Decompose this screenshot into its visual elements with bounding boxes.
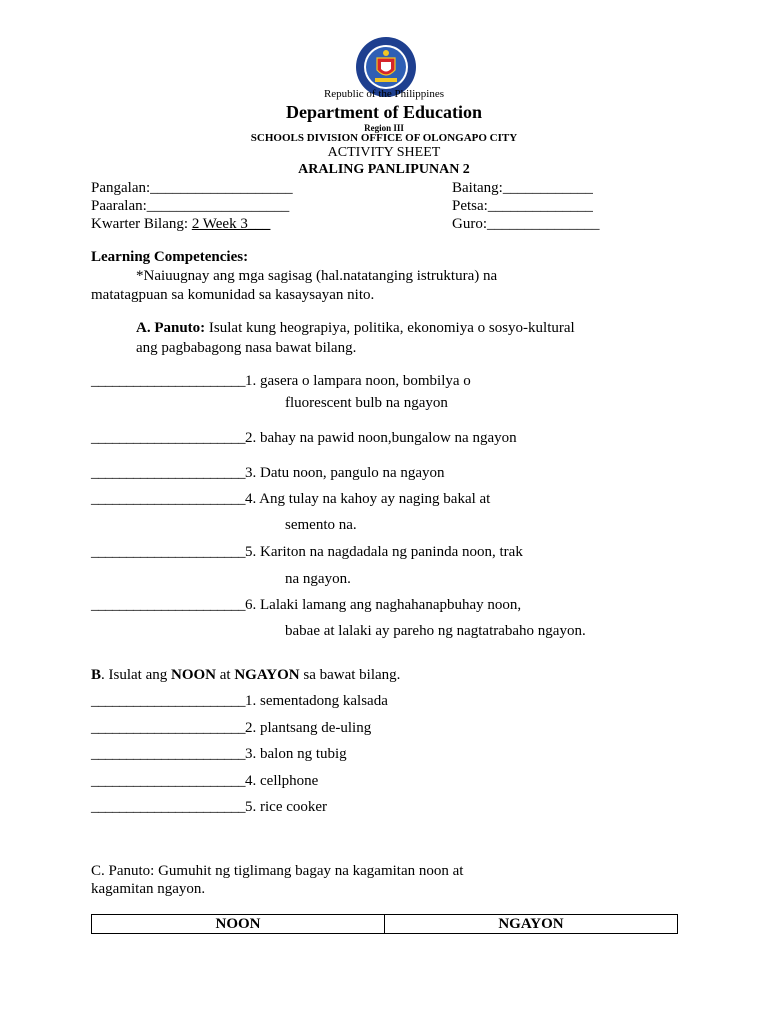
answer-blank[interactable]: ______________________ (91, 693, 245, 709)
section-a-instruction-text: Isulat kung heograpiya, politika, ekonomiya o sosyo-kultural (205, 320, 575, 336)
kwarter-label: Kwarter Bilang: (91, 216, 192, 232)
baitang-field[interactable]: Baitang:____________ (452, 180, 593, 196)
section-a-label: A. Panuto: (136, 320, 206, 336)
region-line: Region III (364, 123, 404, 133)
section-b-text: . Isulat ang (101, 667, 171, 683)
answer-blank[interactable]: ______________________ (91, 491, 245, 507)
answer-blank[interactable]: ______________________ (91, 773, 245, 789)
section-c-instruction: C. Panuto: Gumuhit ng tiglimang bagay na kagamitan noon at (91, 863, 464, 879)
republic-line: Republic of the Philippines (323, 88, 445, 100)
list-item[interactable] (91, 746, 347, 763)
answer-blank[interactable]: ______________________ (91, 799, 245, 815)
list-item[interactable] (91, 544, 523, 561)
item-continuation: fluorescent bulb na ngayon (285, 395, 448, 411)
item-continuation: na ngayon. (285, 571, 351, 587)
item-text: 2. plantsang de-uling (245, 720, 372, 736)
item-text: 4. cellphone (245, 773, 319, 789)
subject-title: ARALING PANLIPUNAN 2 (298, 162, 470, 177)
item-text: 3. Datu noon, pangulo na ngayon (245, 465, 445, 481)
petsa-field[interactable]: Petsa:______________ (452, 198, 593, 214)
noon-emphasis: NOON (171, 667, 216, 683)
item-text: 3. balon ng tubig (245, 746, 347, 762)
answer-blank[interactable]: ______________________ (91, 465, 245, 481)
list-item[interactable] (91, 720, 371, 737)
guro-field[interactable]: Guro:_______________ (452, 216, 600, 232)
pangalan-field[interactable]: Pangalan:___________________ (91, 180, 293, 196)
competency-line-1: *Naiuugnay ang mga sagisag (hal.natatanging istruktura) na (136, 268, 498, 284)
department-title: Department of Education (286, 102, 482, 122)
list-item[interactable] (91, 799, 327, 816)
list-item[interactable] (91, 693, 388, 710)
ngayon-column-header: NGAYON (385, 915, 678, 934)
answer-blank[interactable]: ______________________ (91, 373, 245, 389)
ngayon-emphasis: NGAYON (234, 667, 300, 683)
list-item[interactable] (91, 430, 517, 447)
item-text: 4. Ang tulay na kahoy ay naging bakal at (245, 491, 491, 507)
section-c-instruction-2: kagamitan ngayon. (91, 881, 206, 897)
section-b-text: at (216, 667, 235, 683)
paaralan-field[interactable]: Paaralan:___________________ (91, 198, 290, 214)
noon-ngayon-table (91, 914, 678, 934)
kwarter-field[interactable] (91, 216, 270, 233)
competency-line-2: matatagpuan sa komunidad sa kasaysayan nito. (91, 287, 375, 303)
list-item[interactable] (91, 465, 445, 482)
item-text: 5. rice cooker (245, 799, 328, 815)
item-continuation: semento na. (285, 517, 357, 533)
answer-blank[interactable]: ______________________ (91, 746, 245, 762)
item-text: 5. Kariton na nagdadala ng paninda noon, trak (245, 544, 523, 560)
answer-blank[interactable]: ______________________ (91, 430, 245, 446)
item-text: 2. bahay na pawid noon,bungalow na ngayon (245, 430, 517, 446)
item-text: 6. Lalaki lamang ang naghahanapbuhay noon, (245, 597, 522, 613)
noon-column-header: NOON (92, 915, 385, 934)
answer-blank[interactable]: ______________________ (91, 597, 245, 613)
answer-blank[interactable]: ______________________ (91, 720, 245, 736)
item-text: 1. sementadong kalsada (245, 693, 388, 709)
item-continuation: babae at lalaki ay pareho ng nagtatrabaho ngayon. (285, 623, 586, 639)
section-b-instruction (91, 667, 400, 684)
list-item[interactable] (91, 773, 318, 790)
section-a-instruction (136, 320, 575, 337)
competencies-heading: Learning Competencies: (91, 249, 249, 265)
division-line: SCHOOLS DIVISION OFFICE OF OLONGAPO CITY (250, 132, 518, 144)
kwarter-value: 2 Week 3___ (191, 216, 271, 232)
list-item[interactable] (91, 491, 490, 508)
list-item[interactable] (91, 597, 521, 614)
item-text: 1. gasera o lampara noon, bombilya o (245, 373, 471, 389)
list-item[interactable] (91, 373, 471, 390)
activity-sheet-title: ACTIVITY SHEET (327, 145, 441, 160)
section-a-instruction-2: ang pagbabagong nasa bawat bilang. (136, 340, 357, 356)
section-b-label: B (91, 667, 102, 683)
answer-blank[interactable]: ______________________ (91, 544, 245, 560)
section-b-text: sa bawat bilang. (299, 667, 401, 683)
